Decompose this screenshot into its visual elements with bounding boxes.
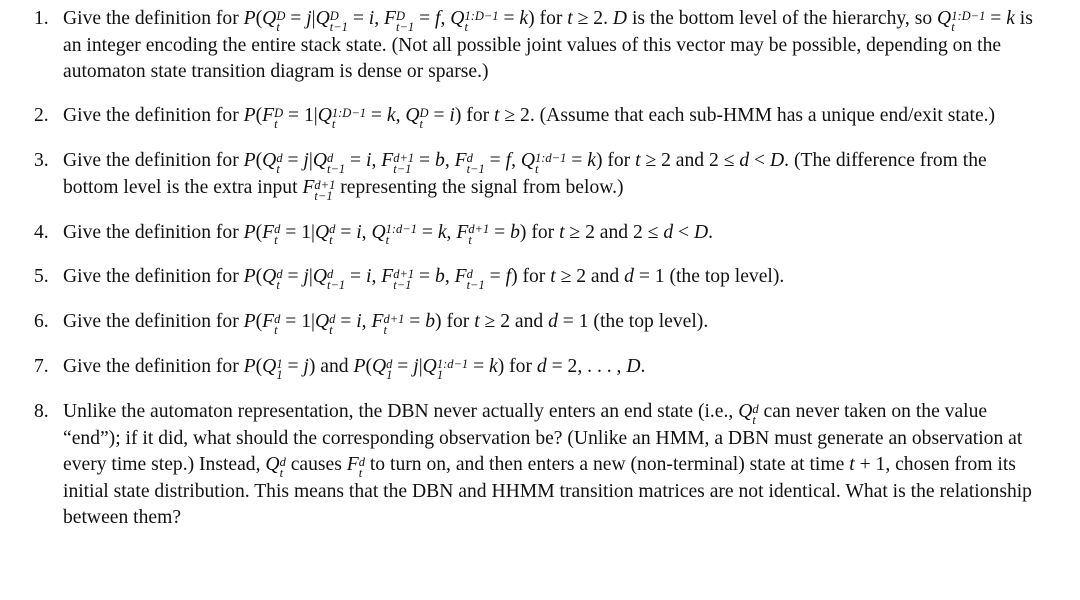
question-text: Give the definition for P(F d t = 1|Q d t = i, F d+1 t = b) for t ≥ 2 and d = 1 (the top level). — [63, 311, 709, 338]
question-text: Give the definition for P(F D t = 1|Q 1:D−1 t = k, Q D t = i) for t ≥ 2. (Assume that each sub-HMM has a unique end/exit state.) — [63, 104, 996, 131]
question-2 — [34, 103, 1046, 130]
question-number: 1. — [34, 8, 49, 29]
question-number: 8. — [34, 401, 49, 422]
question-4 — [34, 220, 1046, 247]
question-number: 6. — [34, 311, 49, 333]
question-text: Give the definition for P(Q d t = j|Q d t−1 = i, F d+1 t−1 = b, F d t−1 = f) for t ≥ 2 and d = 1 (the top level). — [63, 266, 785, 293]
question-number: 5. — [34, 266, 49, 288]
question-text: Give the definition for P(Q D t = j|Q D t−1 = i, F D t−1 = f, Q 1:D−1 t = k) for t ≥ 2. D is the bottom level of the hierarchy, so Q 1:D−1 t = k is an integer encoding the entire stack state. (Not all possible joint values of this vector may be possible, depending on the automaton state transition diagram is dense or sparse.) — [63, 8, 1033, 82]
question-7 — [34, 354, 1046, 381]
question-5 — [34, 264, 1046, 291]
question-list — [34, 6, 1046, 531]
question-text: Unlike the automaton representation, the DBN never actually enters an end state (i.e., Q d t can never taken on the value “end”); if it did, what should the corresponding observation be? (Unlike an HMM, a DBN must generate an observation at every time step.) Instead, Q d t causes F d t to turn on, and then enters a new (non-terminal) state at time t + 1, chosen from its initial state distribution. This means that the DBN and HHMM transition matrices are not identical. What is the relationship between them? — [63, 401, 1032, 528]
question-6 — [34, 309, 1046, 336]
question-3 — [34, 148, 1046, 202]
question-text: Give the definition for P(Q d t = j|Q d t−1 = i, F d+1 t−1 = b, F d t−1 = f, Q 1:d−1 t = k) for t ≥ 2 and 2 ≤ d < D. (The difference from the bottom level is the extra input F d+1 t−1 representing the signal from below.) — [63, 149, 987, 203]
question-1 — [34, 6, 1046, 85]
question-number: 4. — [34, 221, 49, 243]
question-8 — [34, 399, 1046, 531]
question-number: 3. — [34, 149, 49, 171]
question-text: Give the definition for P(F d t = 1|Q d t = i, Q 1:d−1 t = k, F d+1 t = b) for t ≥ 2 and 2 ≤ d < D. — [63, 221, 714, 248]
question-number: 2. — [34, 104, 49, 126]
question-number: 7. — [34, 356, 49, 378]
question-text: Give the definition for P(Q 1 1 = j) and P(Q d 1 = j|Q 1:d−1 1 = k) for d = 2, . . . , D. — [63, 356, 646, 382]
